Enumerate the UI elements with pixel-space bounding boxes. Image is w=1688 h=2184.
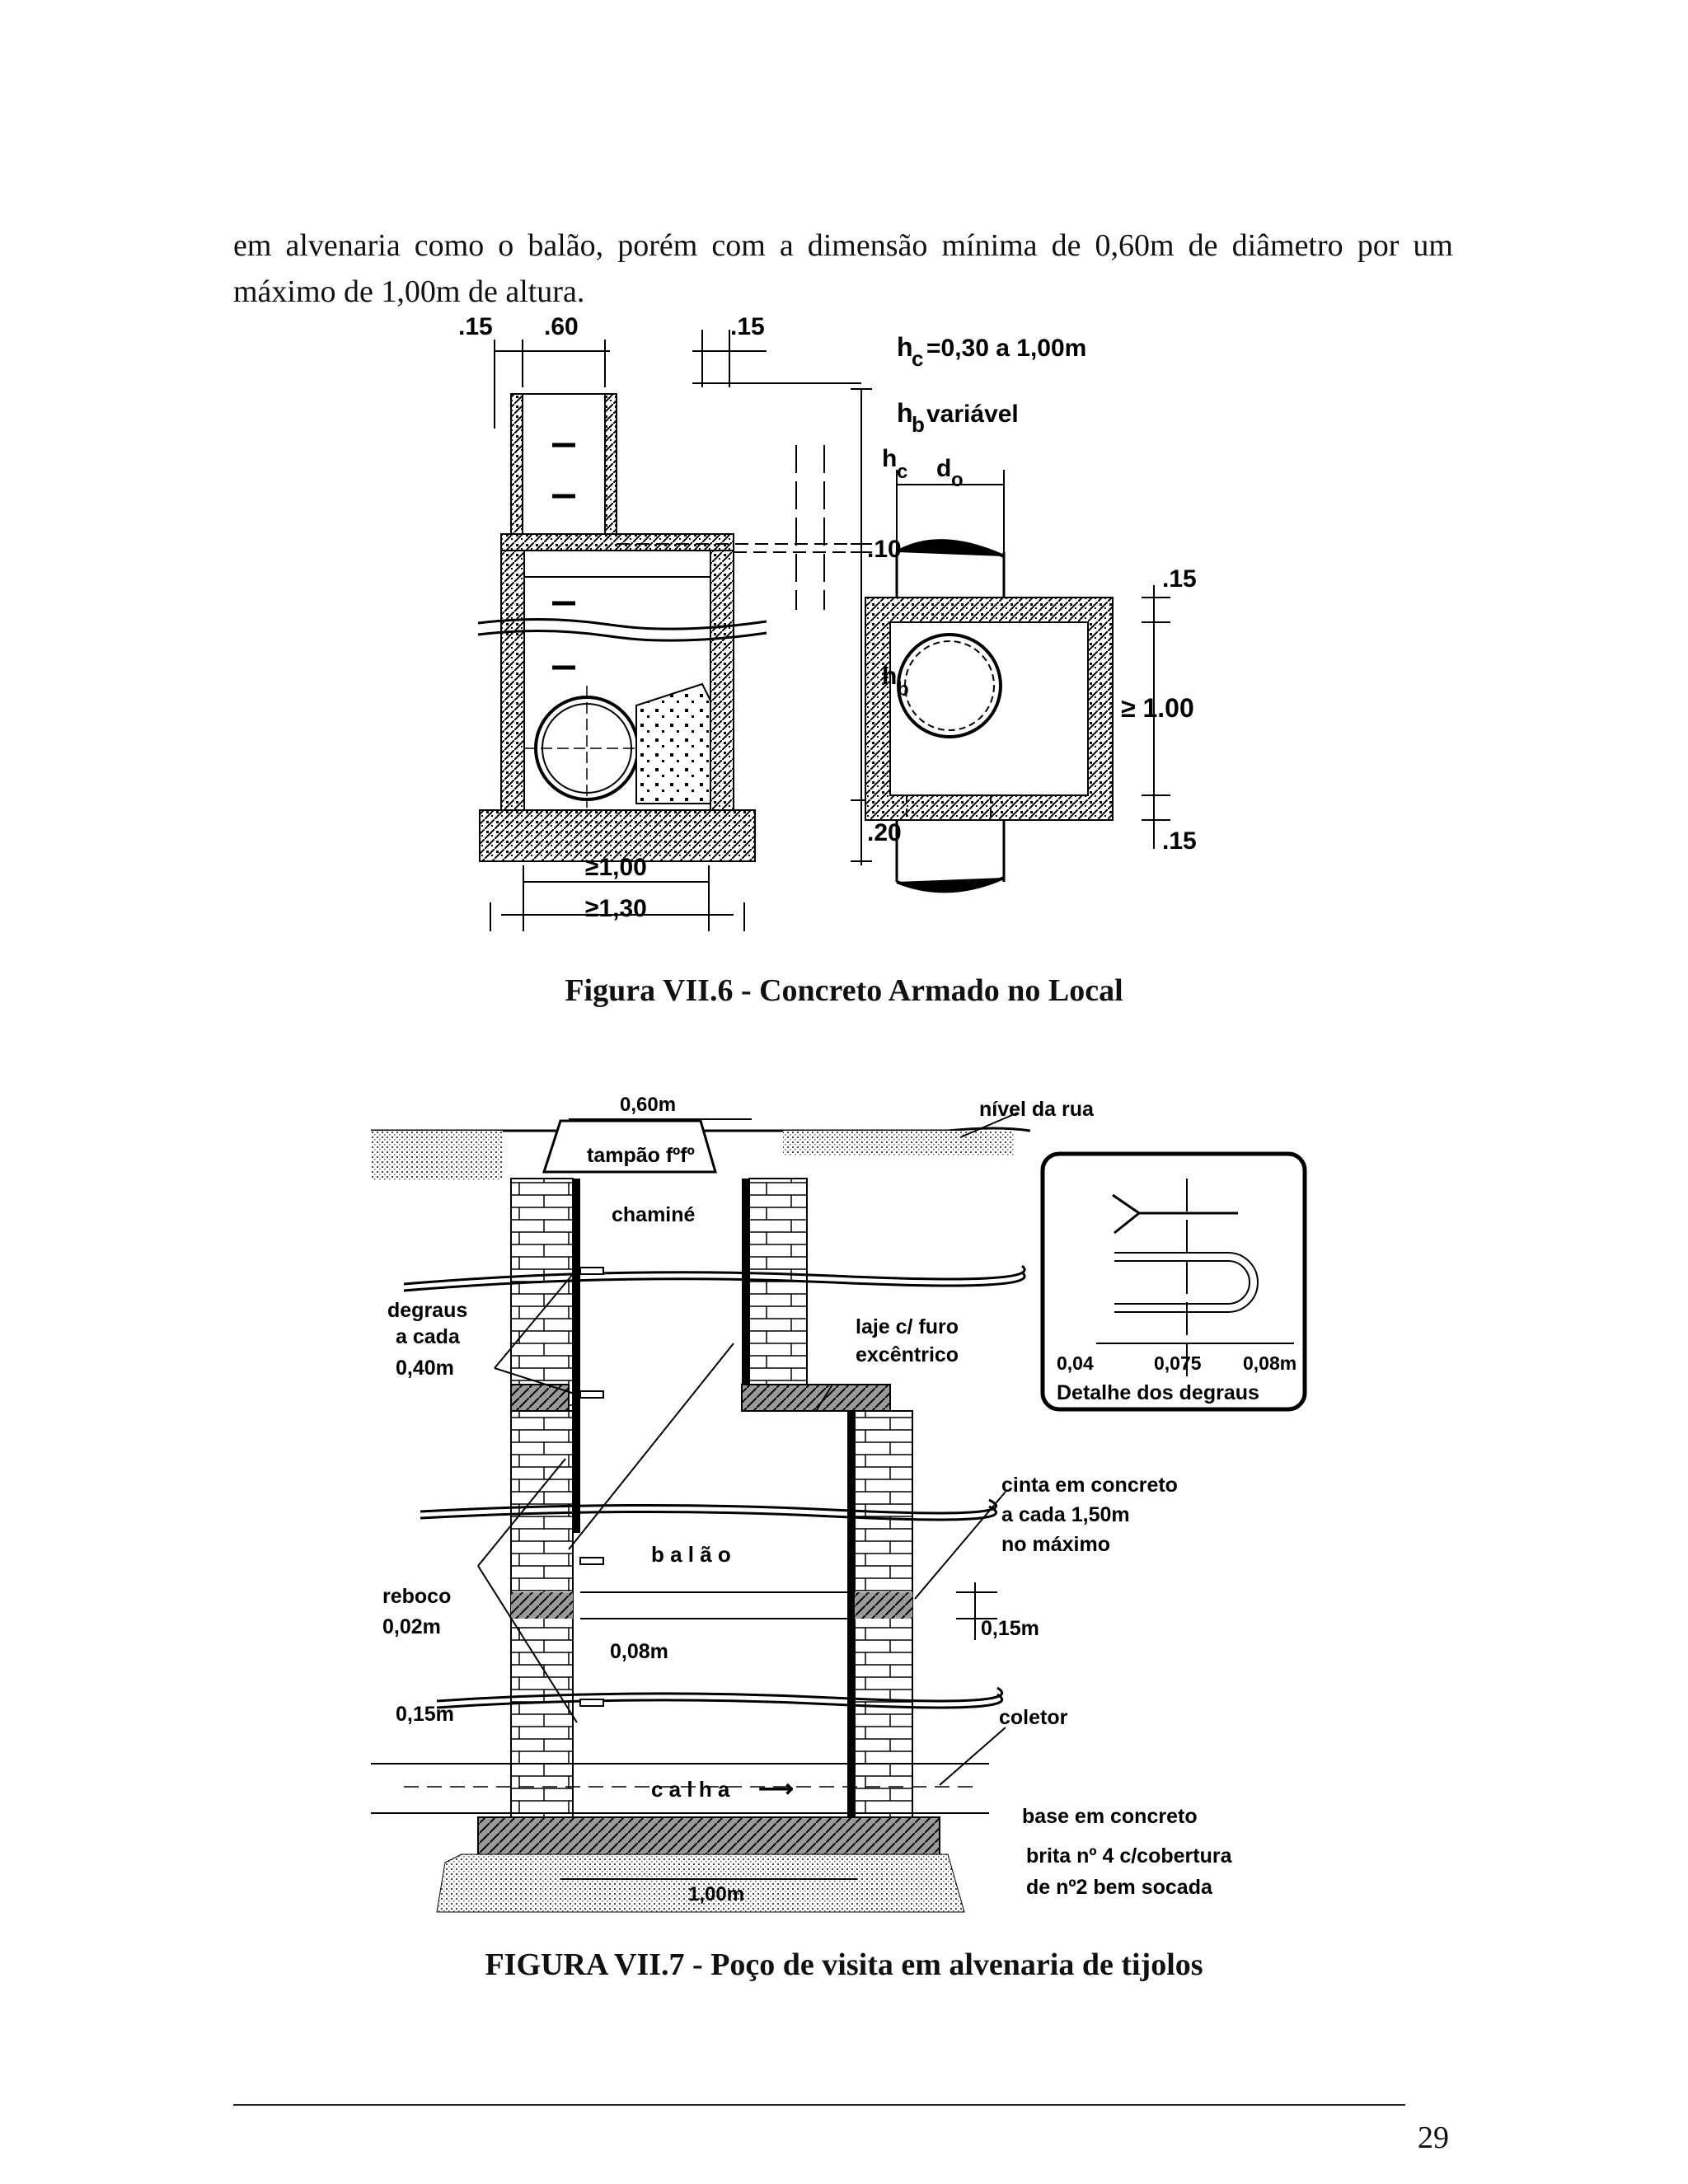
page-number: 29 [1418,2121,1449,2155]
channel-arrow: ⟶ [758,1775,795,1802]
label-plaster-1: reboco [382,1585,452,1608]
label-step-offset: 0,08m [610,1640,668,1663]
dim-hc: h [882,445,898,472]
label-plaster-2: 0,02m [382,1615,441,1638]
dim-do-sub: o [951,469,964,491]
label-steps-2: a cada [396,1325,460,1348]
dim-020: .20 [867,819,902,846]
detail-dim-2: 0,075 [1154,1352,1202,1374]
dim-hb-sub: b [897,678,909,701]
dim-015-left: .15 [458,313,493,340]
section-drawing [478,330,872,931]
detail-dim-1: 0,04 [1057,1352,1094,1374]
label-base-width: 1,00m [688,1883,745,1905]
label-ring-2: a cada 1,50m [1001,1503,1130,1526]
dim-hb: h [882,663,898,690]
label-chamber: b a l ã o [651,1542,731,1567]
dim-010: .10 [867,536,902,563]
body-paragraph: em alvenaria como o balão, porém com a dimensão mínima de 0,60m de diâmetro por um máximo de 1,00m de altura. [233,228,1453,309]
figure6-caption: Figura VII.6 - Concreto Armado no Local [565,973,1123,1008]
note-hc-sub: c [912,346,924,371]
note-hc: =0,30 a 1,00m [926,335,1087,362]
dim-width-130: ≥1,30 [585,895,647,922]
label-gravel-1: brita nº 4 c/cobertura [1026,1844,1232,1868]
label-base: base em concreto [1022,1805,1198,1828]
dim-right-100: ≥ 1.00 [1121,693,1194,723]
label-ring-height: 0,15m [981,1617,1039,1640]
figure-brick-manhole [371,1071,1343,1920]
label-ring-1: cinta em concreto [1001,1474,1178,1497]
figure7-caption: FIGURA VII.7 - Poço de visita em alvenaria de tijolos [485,1947,1203,1982]
detail-title: Detalhe dos degraus [1057,1381,1259,1404]
label-chimney: chaminé [612,1203,696,1226]
label-channel: c a l h a [651,1777,730,1802]
label-wall-thickness: 0,15m [396,1703,454,1726]
dim-060: .60 [544,313,579,340]
dim-width-100: ≥1,00 [585,854,647,881]
figure-concrete-manhole [445,305,1269,948]
dim-do: d [936,455,952,482]
dim-right-015-bottom: .15 [1162,827,1197,855]
label-collector: coletor [999,1706,1068,1729]
footer-rule [233,2104,1405,2106]
note-hb-sub: b [912,412,925,437]
label-gravel-2: de nº2 bem socada [1026,1876,1212,1899]
dim-015-right: .15 [730,313,765,340]
note-hb-prefix: h [897,398,913,428]
note-hc-prefix: h [897,332,913,362]
label-steps-3: 0,40m [396,1357,454,1380]
label-slab-1: laje c/ furo [856,1315,959,1338]
label-steps-1: degraus [387,1299,468,1322]
note-hb: variável [926,401,1019,428]
label-ring-3: no máximo [1001,1533,1110,1556]
dim-hc-sub: c [897,461,908,483]
detail-dim-3: 0,08m [1243,1352,1297,1374]
label-street-level: nível da rua [979,1098,1094,1121]
dim-right-015-top: .15 [1162,565,1197,593]
label-cover: tampão fºfº [587,1144,695,1167]
label-top-width: 0,60m [620,1094,677,1116]
label-slab-2: excêntrico [856,1343,959,1366]
